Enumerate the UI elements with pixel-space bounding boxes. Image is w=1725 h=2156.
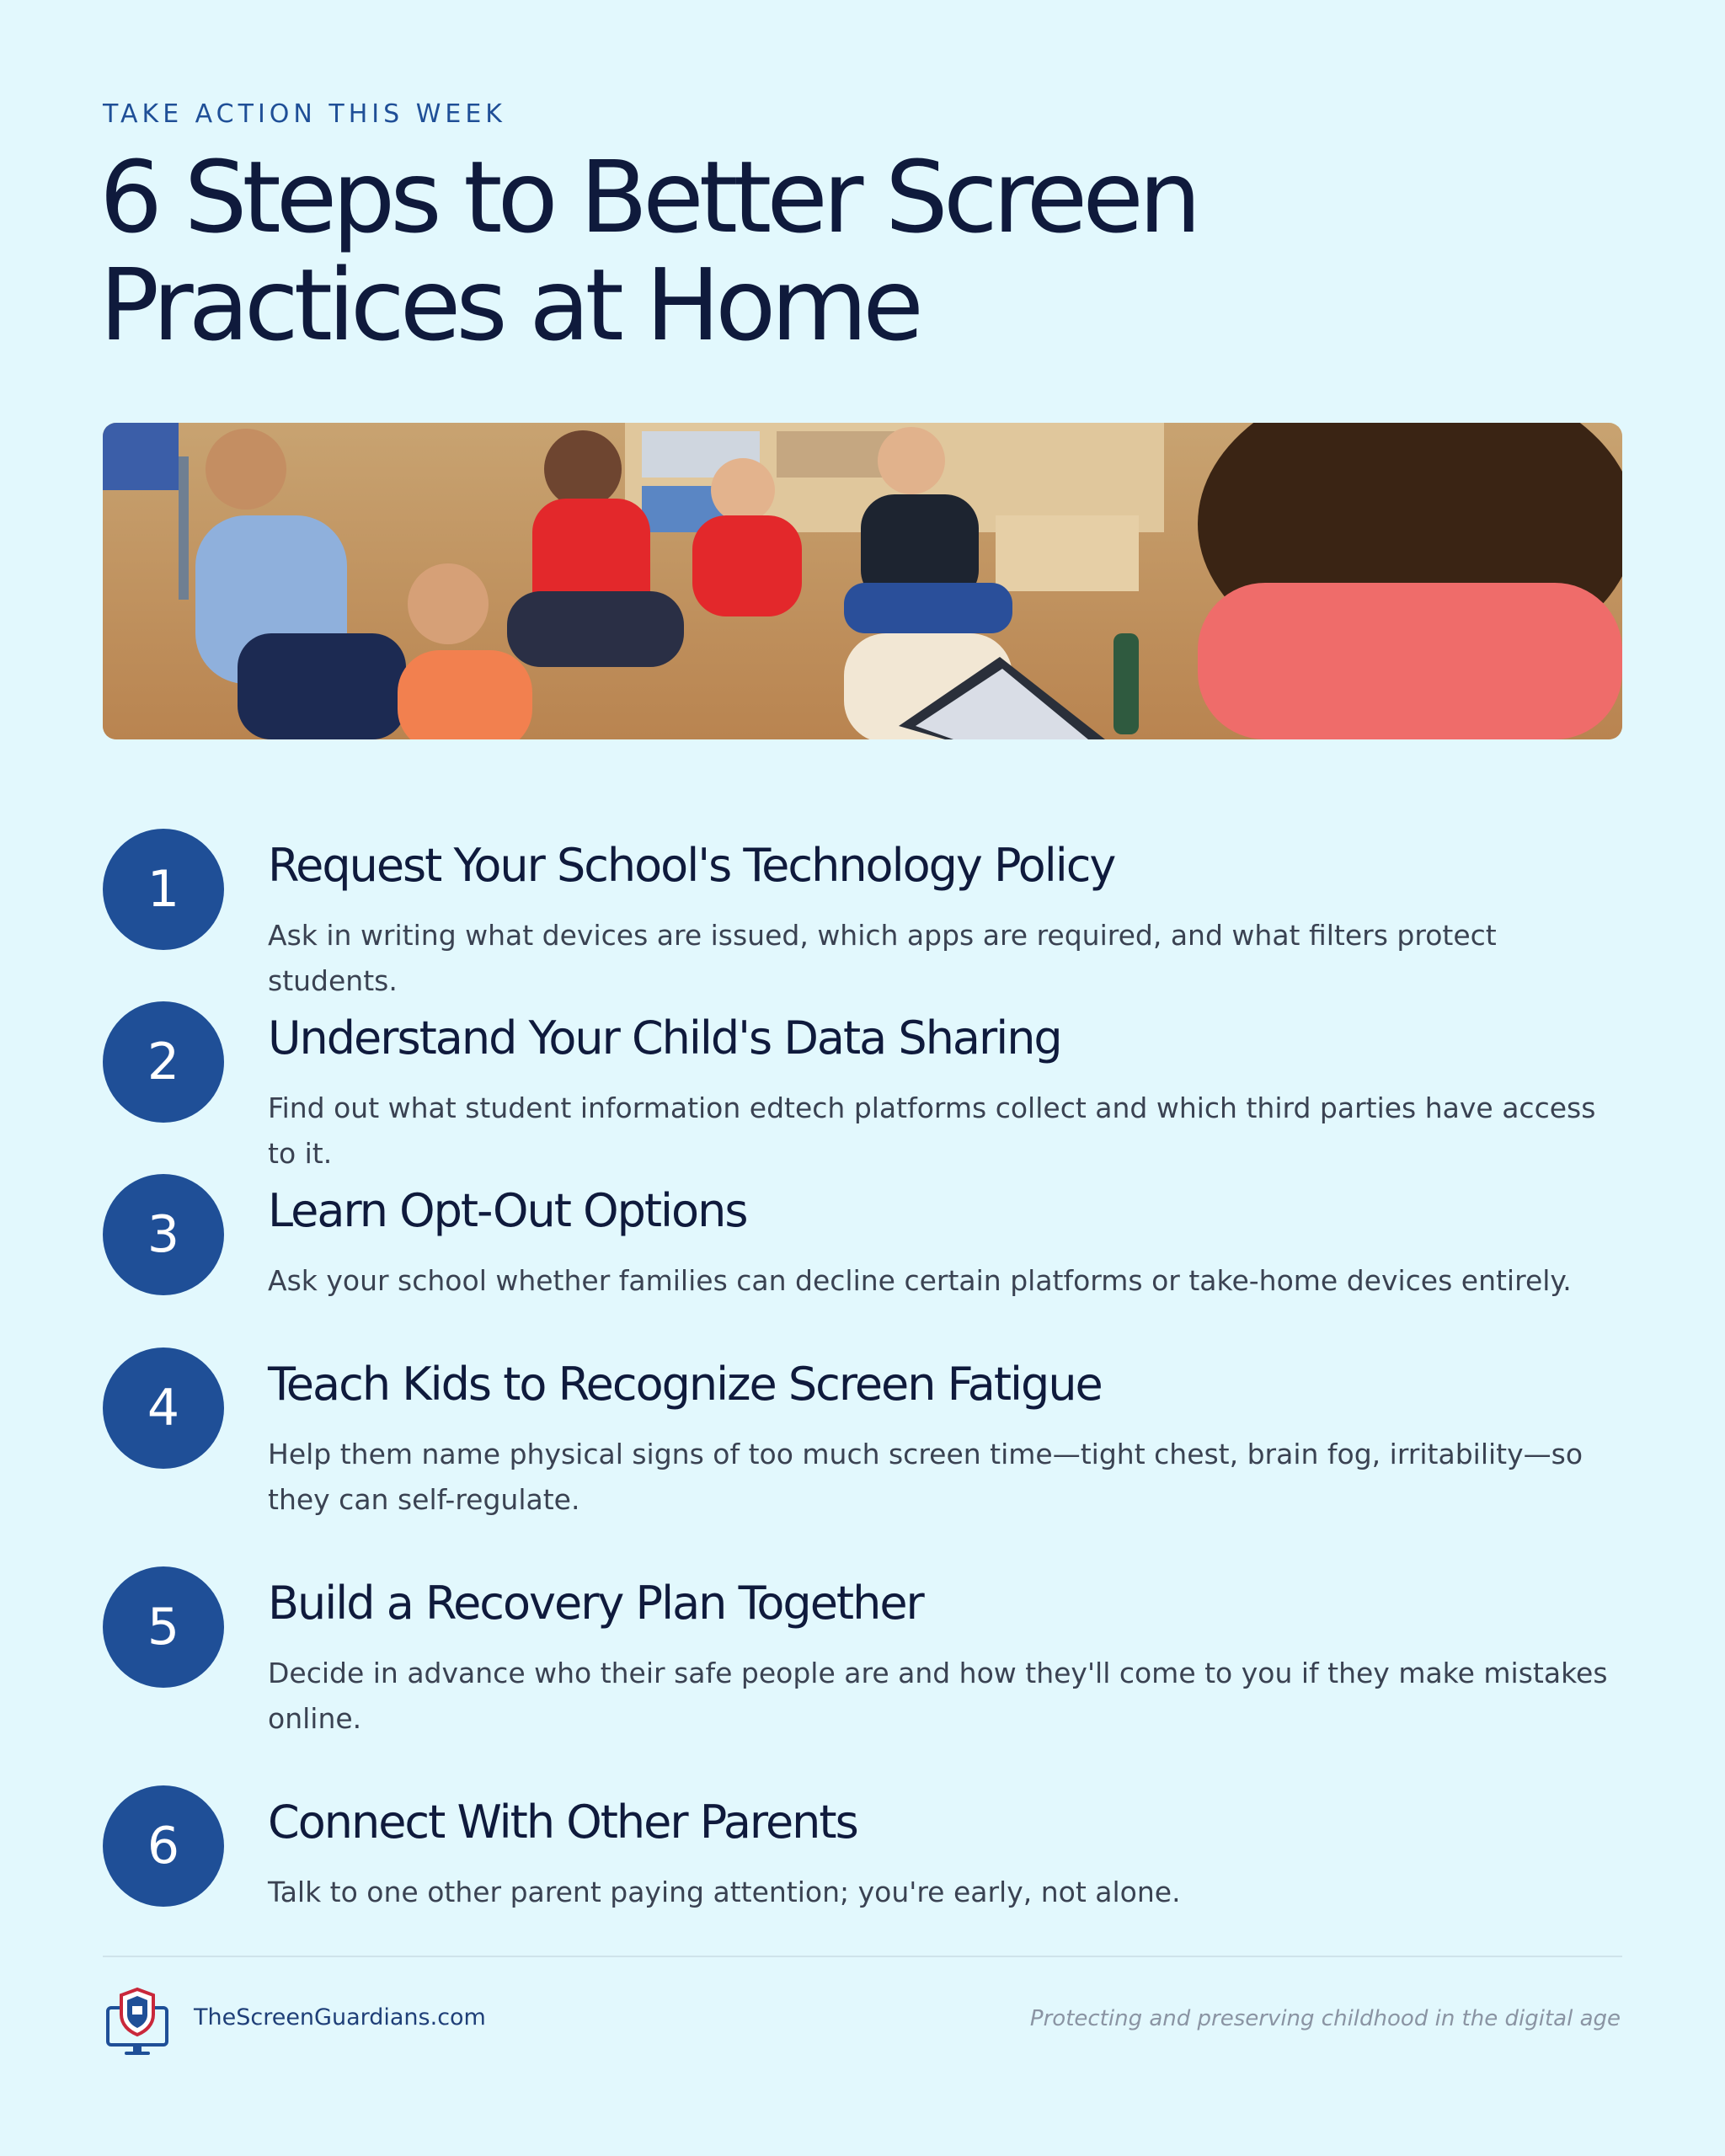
footer-divider xyxy=(103,1956,1622,1957)
step-title: Build a Recovery Plan Together xyxy=(268,1577,923,1630)
step-number-badge: 6 xyxy=(103,1785,224,1907)
step-number-badge: 2 xyxy=(103,1001,224,1123)
step-description: Help them name physical signs of too much screen time—tight chest, brain fog, irritability—so they can self-regulate. xyxy=(268,1438,1583,1516)
step-number-badge: 3 xyxy=(103,1174,224,1295)
step-number-badge: 1 xyxy=(103,829,224,950)
step-description: Find out what student information edtech platforms collect and which third parties have access to it. xyxy=(268,1091,1596,1170)
step-description: Decide in advance who their safe people are and how they'll come to you if they make mistakes online. xyxy=(268,1657,1608,1735)
step-title: Understand Your Child's Data Sharing xyxy=(268,1011,1061,1065)
step-title: Learn Opt-Out Options xyxy=(268,1184,747,1237)
step-title: Connect With Other Parents xyxy=(268,1796,857,1849)
step-title: Request Your School's Technology Policy xyxy=(268,839,1115,892)
hero-illustration xyxy=(103,423,1622,739)
step-title: Teach Kids to Recognize Screen Fatigue xyxy=(268,1358,1102,1411)
eyebrow-label: TAKE ACTION THIS WEEK xyxy=(103,99,506,129)
footer-tagline: Protecting and preserving childhood in the digital age xyxy=(1029,2006,1621,2031)
step-description: Ask your school whether families can decline certain platforms or take-home devices entirely. xyxy=(268,1264,1572,1297)
step-number-badge: 5 xyxy=(103,1566,224,1688)
page-title-line-2: Practices at Home xyxy=(99,247,919,363)
step-description: Ask in writing what devices are issued, which apps are required, and what filters protect students. xyxy=(268,919,1497,997)
page-title-line-1: 6 Steps to Better Screen xyxy=(99,139,1197,255)
footer-site-name: TheScreenGuardians.com xyxy=(194,2004,486,2031)
hero-photo-classroom xyxy=(103,423,1622,739)
page-title xyxy=(99,139,1363,363)
step-description: Talk to one other parent paying attention; you're early, not alone. xyxy=(268,1876,1181,1908)
step-number-badge: 4 xyxy=(103,1348,224,1469)
shield-monitor-logo-icon xyxy=(104,1986,170,2057)
